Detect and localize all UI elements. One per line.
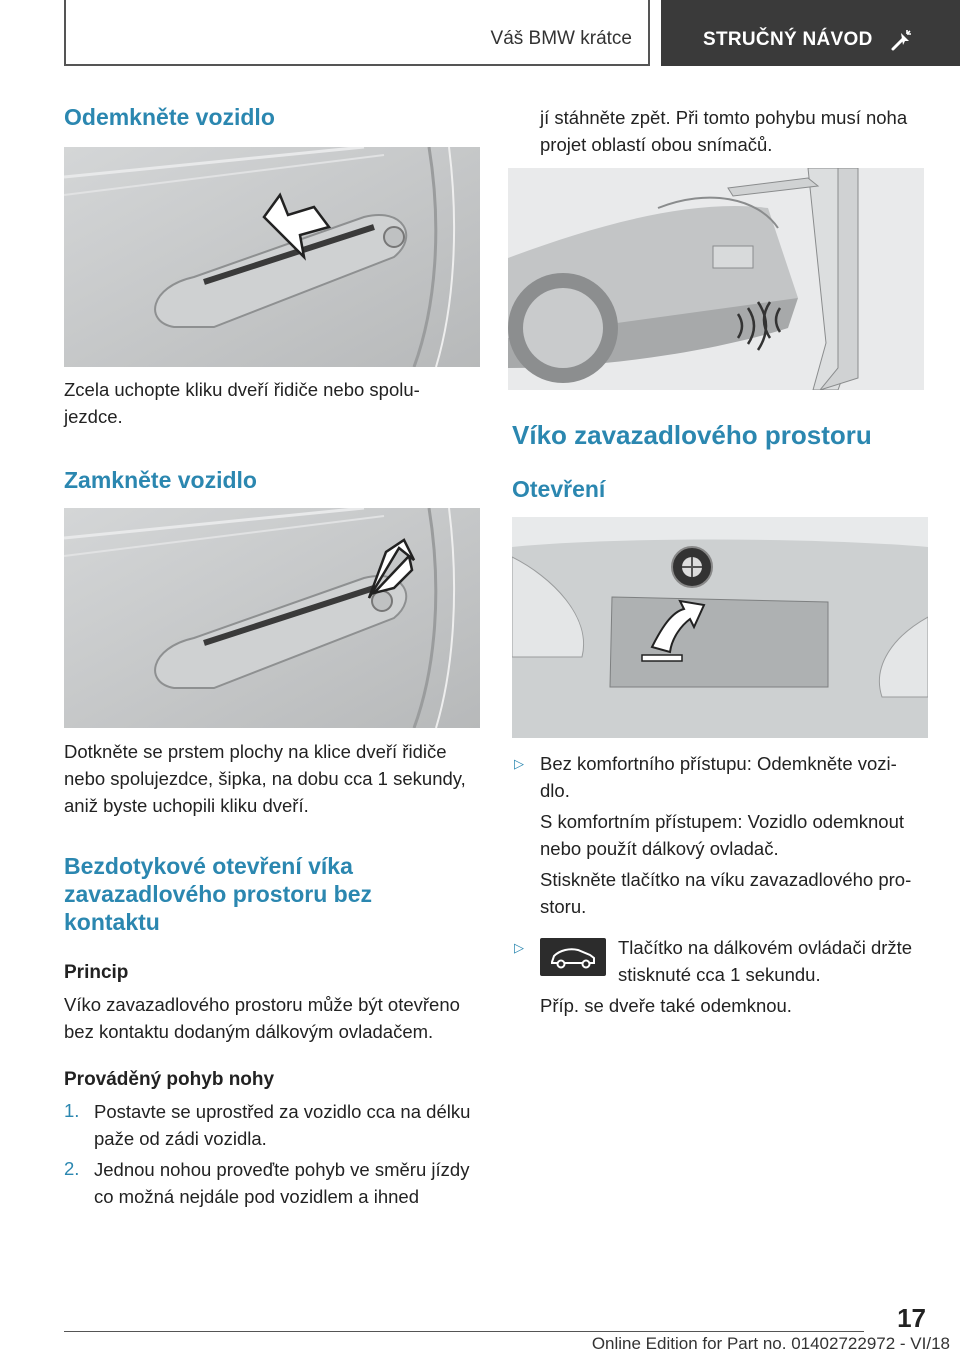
car-trunk-button-icon xyxy=(540,938,606,976)
step-2-continued: jí stáhněte zpět. Při tomto pohybu musí noha projet oblastí obou snímačů. xyxy=(540,107,908,155)
bullet-triangle-icon: ▷ xyxy=(514,940,524,955)
heading-trunk-lid: Víko zavazadlového prostoru xyxy=(512,420,872,450)
page-number: 17 xyxy=(897,1303,926,1333)
step-text: Postavte se uprostřed za vozidlo cca na délku paže od zádi vozidla. xyxy=(94,1101,471,1149)
heading-opening: Otevření xyxy=(512,476,606,502)
heading-foot-motion: Prováděný pohyb nohy xyxy=(64,1069,275,1090)
bullet-triangle-icon: ▷ xyxy=(514,756,524,771)
heading-lock-vehicle: Zamkněte vozidlo xyxy=(64,467,257,493)
unlock-instructions: Zcela uchopte kliku dveří řidiče nebo spolu- jezdce. xyxy=(64,379,420,427)
principle-text: Víko zavazadlového prostoru může být otevřeno bez kontaktu dodaným dálkovým ovladačem. xyxy=(64,994,460,1042)
figure-door-handle-touch xyxy=(64,508,480,728)
bullet-1-line-2: S komfortním přístupem: Vozidlo odemknout nebo použít dálkový ovladač. xyxy=(540,811,905,859)
header-tab-label: STRUČNÝ NÁVOD xyxy=(703,29,873,50)
header-tab-quick-guide[interactable] xyxy=(661,0,960,66)
step-number: 1. xyxy=(64,1100,80,1121)
header-frame xyxy=(64,0,650,66)
heading-unlock-vehicle: Odemkněte vozidlo xyxy=(64,104,275,130)
figure-trunk-button xyxy=(512,517,928,738)
header-section-title: Váš BMW krátce xyxy=(490,28,632,49)
figure-foot-sensor xyxy=(508,168,924,390)
wand-pointer-icon xyxy=(889,27,915,53)
heading-contactless-trunk: Bezdotykové otevření víka zavazadlového prostoru bez kontaktu xyxy=(64,853,373,935)
figure-door-handle-grip xyxy=(64,147,480,367)
lock-instructions: Dotkněte se prstem plochy na klice dveří řidiče nebo spolujezdce, šipka, na dobu cca 1 sekundy, aniž byste uchopili kliku dveří. xyxy=(64,741,466,816)
bullet-2-text: Tlačítko na dálkovém ovládači držte stisknuté cca 1 sekundu. xyxy=(618,937,913,985)
footer-edition: Online Edition for Part no. 01402722972 - VI/18 xyxy=(591,1334,950,1353)
step-text: Jednou nohou proveďte pohyb ve směru jízdy co možná nejdále pod vozidlem a ihned xyxy=(94,1159,470,1207)
bullet-1-line-3: Stiskněte tlačítko na víku zavazadlového pro- storu. xyxy=(540,869,912,917)
heading-principle: Princip xyxy=(64,962,129,983)
step-number: 2. xyxy=(64,1158,80,1179)
bullet-2-note: Příp. se dveře také odemknou. xyxy=(540,995,792,1016)
bullet-1-line-1: Bez komfortního přístupu: Odemkněte vozi- dlo. xyxy=(540,753,897,801)
footer-divider xyxy=(64,1331,864,1332)
